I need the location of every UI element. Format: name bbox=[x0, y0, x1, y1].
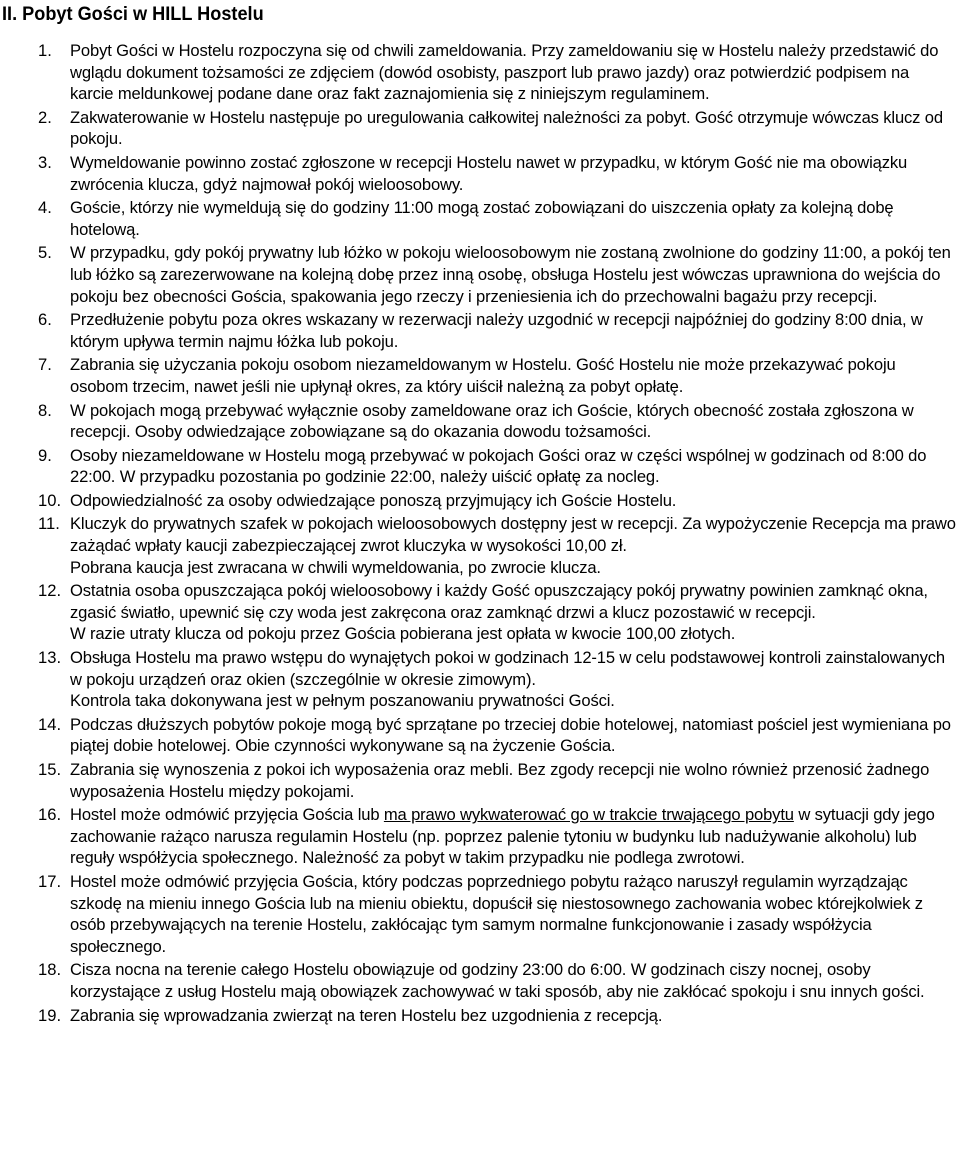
rule-item-3 bbox=[2, 152, 956, 195]
rule-number: 12. bbox=[38, 581, 62, 601]
section-heading: II. Pobyt Gości w HILL Hostelu bbox=[2, 3, 264, 25]
rule-number: 10. bbox=[38, 490, 62, 510]
rule-number: 15. bbox=[38, 760, 62, 779]
rule-main-text: Ostatnia osoba opuszczająca pokój wieloosobowy i każdy Gość opuszczający pokój prywatny powinien zamknąć okna, zgasić światło, upewnić się czy woda jest zakręcona oraz zamknąć drzwi a klucz pozostawić w recepcji. bbox=[70, 581, 928, 622]
rule-text: W pokojach mogą przebywać wyłącznie osoby zameldowane oraz ich Goście, których obecność została zgłoszona w recepcji. Osoby odwiedzające zobowiązane są do okazania dowodu tożsamości. bbox=[70, 400, 914, 442]
rule-text bbox=[70, 804, 956, 869]
rule-text: Zabrania się wprowadzania zwierząt na teren Hostelu bez uzgodnienia z recepcją. bbox=[70, 1005, 663, 1025]
rule-number: 3. bbox=[38, 152, 52, 172]
rule-extra-text: Pobrana kaucja jest zwracana w chwili wymeldowania, po zwrocie klucza. bbox=[70, 557, 601, 577]
rule-text: Przedłużenie pobytu poza okres wskazany w rezerwacji należy uzgodnić w recepcji najpóźniej do godziny 8:00 dnia, w którym upływa termin najmu łóżka lub pokoju. bbox=[70, 310, 923, 351]
rule-text: Hostel może odmówić przyjęcia Gościa, który podczas poprzedniego pobytu rażąco naruszył regulamin wyrządzając szkodę na mieniu innego Gościa lub na mieniu obiektu, dopuścił się niestosownego zachowania wobec którejkolwiek z osób przebywających na terenie Hostelu, zakłócając tym samym normalne funkcjonowanie i zasady współżycia społecznego. bbox=[70, 871, 923, 956]
rule-text: W przypadku, gdy pokój prywatny lub łóżko w pokoju wieloosobowym nie zostaną zwolnione do godziny 11:00, a pokój ten lub łóżko są zarezerwowane na kolejną dobę przez inną osobę, obsługa Hostelu jest wówczas uprawniona do wejścia do pokoju bez obecności Gościa, spakowania jego rzeczy i przeniesienia ich do przechowalni bagażu przy recepcji. bbox=[70, 243, 951, 306]
rule-number: 2. bbox=[38, 107, 52, 127]
rule-number: 5. bbox=[38, 243, 52, 263]
rules-list bbox=[2, 40, 956, 1026]
rule-item-14 bbox=[2, 714, 956, 757]
rule-number: 19. bbox=[38, 1005, 62, 1025]
rule-item-10 bbox=[2, 490, 956, 512]
rule-number: 11. bbox=[38, 514, 60, 534]
rule-item-17 bbox=[2, 871, 956, 957]
rule-number: 16. bbox=[38, 805, 62, 825]
rule-text: Podczas dłuższych pobytów pokoje mogą być sprzątane po trzeciej dobie hotelowej, natomiast pościel jest wymieniana po piątej dobie hotelowej. Obie czynności wykonywane są na życzenie Gościa. bbox=[70, 714, 951, 756]
rule-number: 7. bbox=[38, 355, 52, 375]
rule-number: 8. bbox=[38, 400, 52, 420]
rule-text: Zabrania się użyczania pokoju osobom niezameldowanym w Hostelu. Gość Hostelu nie może przekazywać pokoju osobom trzecim, nawet jeśli nie upłynął okres, za który uiścił należną za pobyt opłatę. bbox=[70, 355, 896, 396]
rule-item-8 bbox=[2, 400, 956, 443]
rule-item-13 bbox=[2, 647, 956, 712]
rule-number: 4. bbox=[38, 198, 52, 218]
rule-text bbox=[70, 647, 956, 712]
rule-item-1 bbox=[2, 40, 956, 105]
rule-item-18 bbox=[2, 959, 956, 1002]
rule-text: Cisza nocna na terenie całego Hostelu obowiązuje od godziny 23:00 do 6:00. W godzinach ciszy nocnej, osoby korzystające z usług Hostelu mają obowiązek zachowywać w taki sposób, aby nie zakłócać spokoju i snu innych gości. bbox=[70, 960, 925, 1001]
rule-item-2 bbox=[2, 107, 956, 150]
rule-number: 6. bbox=[38, 310, 52, 330]
rule-main-text: Kluczyk do prywatnych szafek w pokojach wieloosobowych dostępny jest w recepcji. Za wypożyczenie Recepcja ma prawo zażądać wpłaty kaucji zabezpieczającej zwrot kluczyka w wysokości 10,00 zł. bbox=[70, 514, 956, 556]
rule-item-15 bbox=[2, 759, 956, 802]
rule-number: 18. bbox=[38, 960, 62, 980]
rule-text: Osoby niezameldowane w Hostelu mogą przebywać w pokojach Gości oraz w części wspólnej w godzinach od 8:00 do 22:00. W przypadku pozostania po godzinie 22:00, należy uiścić opłatę za nocleg. bbox=[70, 445, 927, 487]
rule-item-5 bbox=[2, 242, 956, 307]
rule-item-7 bbox=[2, 354, 956, 397]
underlined-phrase: ma prawo wykwaterować go w trakcie trwającego pobytu bbox=[383, 805, 794, 825]
rule-item-6 bbox=[2, 309, 956, 352]
rule-item-19 bbox=[2, 1005, 956, 1027]
rule-item-9 bbox=[2, 445, 956, 488]
rule-text: Zakwaterowanie w Hostelu następuje po uregulowania całkowitej należności za pobyt. Gość otrzymuje wówczas klucz od pokoju. bbox=[70, 107, 943, 149]
rule-text-before: Hostel może odmówić przyjęcia Gościa lub bbox=[70, 805, 384, 825]
rule-number: 1. bbox=[38, 41, 52, 60]
rule-text: Odpowiedzialność za osoby odwiedzające ponoszą przyjmujący ich Goście Hostelu. bbox=[70, 490, 677, 510]
rule-item-4 bbox=[2, 197, 956, 240]
rule-text: Zabrania się wynoszenia z pokoi ich wyposażenia oraz mebli. Bez zgody recepcji nie wolno również przenosić żadnego wyposażenia Hostelu między pokojami. bbox=[70, 760, 930, 801]
rule-text bbox=[70, 513, 956, 578]
rule-number: 14. bbox=[38, 714, 62, 734]
rule-number: 13. bbox=[38, 648, 62, 668]
rule-text-after: w sytuacji gdy jego zachowanie rażąco narusza regulamin Hostelu (np. poprzez palenie tytoniu w budynku lub nadużywanie alkoholu) lub reguły współżycia społecznego. Należność za pobyt w takim przypadku nie podlega zwrotowi. bbox=[70, 805, 935, 868]
rule-number: 9. bbox=[38, 445, 52, 465]
rule-main-text: Obsługa Hostelu ma prawo wstępu do wynajętych pokoi w godzinach 12-15 w celu podstawowej kontroli zainstalowanych w pokoju urządzeń oraz okien (szczególnie w okresie zimowym). bbox=[70, 648, 945, 689]
rule-item-11 bbox=[2, 513, 956, 578]
rule-item-12 bbox=[2, 580, 956, 645]
rule-item-16 bbox=[2, 804, 956, 869]
rule-text: Pobyt Gości w Hostelu rozpoczyna się od chwili zameldowania. Przy zameldowaniu się w Hostelu należy przedstawić do wglądu dokument tożsamości ze zdjęciem (dowód osobisty, paszport lub prawo jazdy) oraz potwierdzić podpisem na karcie meldunkowej podane dane oraz fakt zaznajomienia się z niniejszym regulaminem. bbox=[70, 41, 939, 104]
rule-extra-text: Kontrola taka dokonywana jest w pełnym poszanowaniu prywatności Gości. bbox=[70, 691, 615, 711]
rule-text: Goście, którzy nie wymeldują się do godziny 11:00 mogą zostać zobowiązani do uiszczenia opłaty za kolejną dobę hotelową. bbox=[70, 198, 894, 239]
rule-text bbox=[70, 580, 956, 645]
rule-number: 17. bbox=[38, 871, 62, 891]
rule-extra-text: W razie utraty klucza od pokoju przez Gościa pobierana jest opłata w kwocie 100,00 złotych. bbox=[70, 624, 736, 644]
rule-text: Wymeldowanie powinno zostać zgłoszone w recepcji Hostelu nawet w przypadku, w którym Gość nie ma obowiązku zwrócenia klucza, gdyż najmował pokój wieloosobowy. bbox=[70, 152, 908, 194]
